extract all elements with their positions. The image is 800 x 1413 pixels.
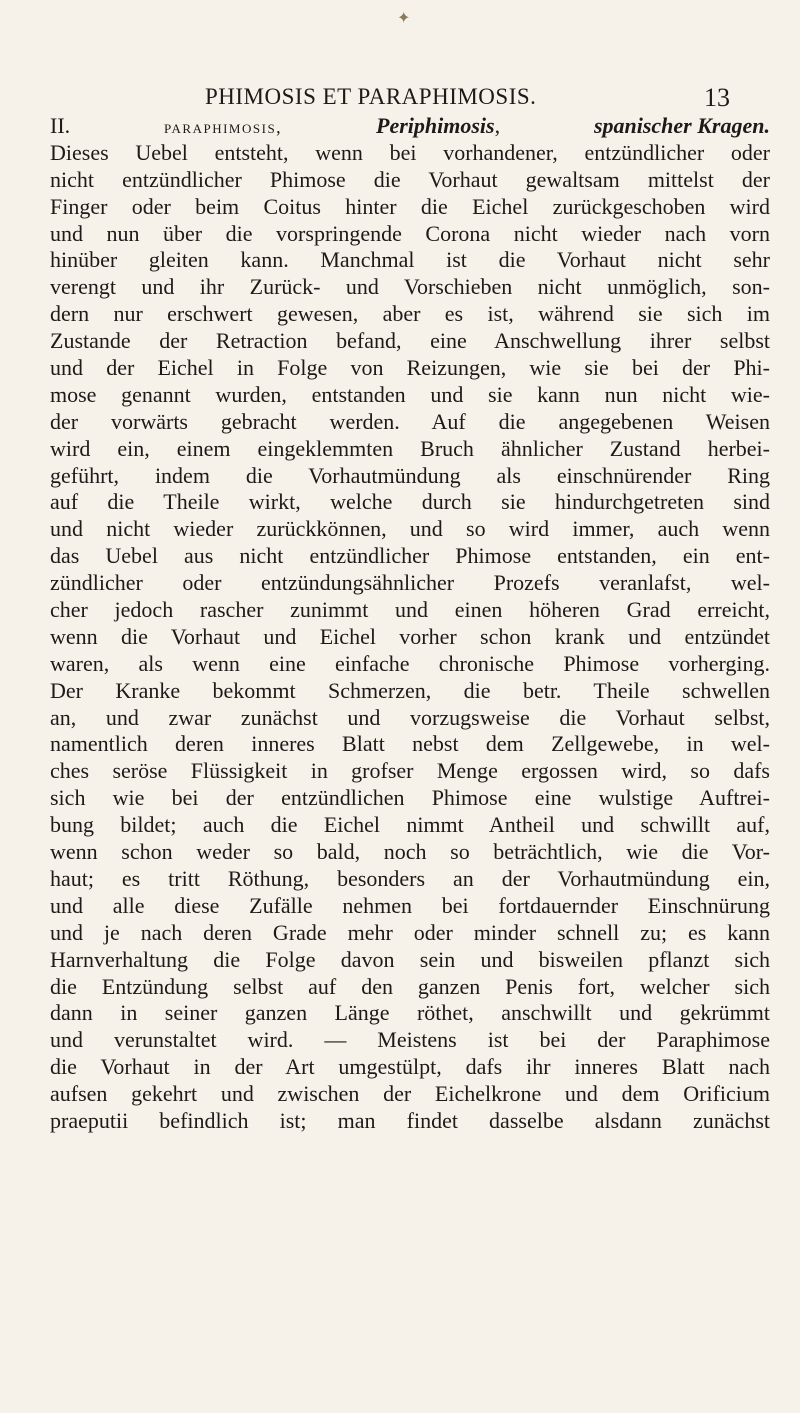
text-line: hinüber gleiten kann. Manchmal ist die Vorhaut nicht sehr xyxy=(50,247,770,273)
text-line: ches seröse Flüssigkeit in grofser Menge ergossen wird, so dafs xyxy=(50,758,770,784)
text-line: sich wie bei der entzündlichen Phimose eine wulstige Auftrei- xyxy=(50,785,770,811)
paragraph xyxy=(50,140,770,1135)
text-line: das Uebel aus nicht entzündlicher Phimose entstanden, ein ent- xyxy=(50,543,770,569)
text-line: dann in seiner ganzen Länge röthet, anschwillt und gekrümmt xyxy=(50,1000,770,1026)
text-line: nicht entzündlicher Phimose die Vorhaut gewaltsam mittelst der xyxy=(50,166,770,192)
text-line: Finger oder beim Coitus hinter die Eichel zurückgeschoben wird xyxy=(50,193,770,219)
text-line: geführt, indem die Vorhautmündung als einschnürender Ring xyxy=(50,462,770,488)
text-line: waren, als wenn eine einfache chronische Phimose vorherging. xyxy=(50,650,770,676)
text-line: Harnverhaltung die Folge davon sein und bisweilen pflanzt sich xyxy=(50,946,770,972)
text-line: wird ein, einem eingeklemmten Bruch ähnlicher Zustand herbei- xyxy=(50,435,770,461)
text-line: Dieses Uebel entsteht, wenn bei vorhandener, entzündlicher oder xyxy=(50,139,770,165)
text-line: zündlicher oder entzündungsähnlicher Prozefs veranlafst, wel- xyxy=(50,570,770,596)
text-line: und nun über die vorspringende Corona nicht wieder nach vorn xyxy=(50,220,770,246)
synonym-periphimosis: Periphimosis, xyxy=(376,113,501,138)
running-header: PHIMOSIS ET PARAPHIMOSIS. xyxy=(205,84,537,109)
text-line: und verunstaltet wird. — Meistens ist bei der Paraphimose xyxy=(50,1027,770,1053)
text-line: mose genannt wurden, entstanden und sie kann nun nicht wie- xyxy=(50,381,770,407)
text-line: haut; es tritt Röthung, besonders an der Vorhautmündung ein, xyxy=(50,865,770,891)
text-line: und je nach deren Grade mehr oder minder schnell zu; es kann xyxy=(50,919,770,945)
text-line: verengt und ihr Zurück- und Vorschieben nicht unmöglich, son- xyxy=(50,274,770,300)
body-text xyxy=(50,113,770,1135)
text-line: Der Kranke bekommt Schmerzen, die betr. Theile schwellen xyxy=(50,677,770,703)
text-line: dern nur erschwert gewesen, aber es ist, während sie sich im xyxy=(50,301,770,327)
text-line: praeputii befindlich ist; man findet dasselbe alsdann zunächst xyxy=(50,1107,770,1133)
text-line: wenn schon weder so bald, noch so beträchtlich, wie die Vor- xyxy=(50,839,770,865)
text-line: und der Eichel in Folge von Reizungen, wie sie bei der Phi- xyxy=(50,355,770,381)
text-line: die Vorhaut in der Art umgestülpt, dafs ihr inneres Blatt nach xyxy=(50,1054,770,1080)
section-number: II. xyxy=(50,113,71,138)
text-line: der vorwärts gebracht werden. Auf die angegebenen Weisen xyxy=(50,408,770,434)
text-line: bung bildet; auch die Eichel nimmt Antheil und schwillt auf, xyxy=(50,812,770,838)
text-line: cher jedoch rascher zunimmt und einen höheren Grad erreicht, xyxy=(50,597,770,623)
text-line: aufsen gekehrt und zwischen der Eichelkrone und dem Orificium xyxy=(50,1081,770,1107)
text-line: und alle diese Zufälle nehmen bei fortdauernder Einschnürung xyxy=(50,892,770,918)
text-line: auf die Theile wirkt, welche durch sie hindurchgetreten sind xyxy=(50,489,770,515)
text-line: an, und zwar zunächst und vorzugsweise die Vorhaut selbst, xyxy=(50,704,770,730)
text-line: wenn die Vorhaut und Eichel vorher schon krank und entzündet xyxy=(50,623,770,649)
section-heading-line xyxy=(50,113,770,140)
section-term: paraphimosis, xyxy=(164,117,283,137)
text-line: namentlich deren inneres Blatt nebst dem Zellgewebe, in wel- xyxy=(50,731,770,757)
synonym-spanischer-kragen: spanischer Kragen. xyxy=(593,113,770,138)
text-line: Zustande der Retraction befand, eine Anschwellung ihrer selbst xyxy=(50,328,770,354)
text-line: und nicht wieder zurückkönnen, und so wird immer, auch wenn xyxy=(50,516,770,542)
ornament-mark: ✦ xyxy=(397,10,411,27)
text-line: die Entzündung selbst auf den ganzen Penis fort, welcher sich xyxy=(50,973,770,999)
page-number: 13 xyxy=(704,83,730,112)
